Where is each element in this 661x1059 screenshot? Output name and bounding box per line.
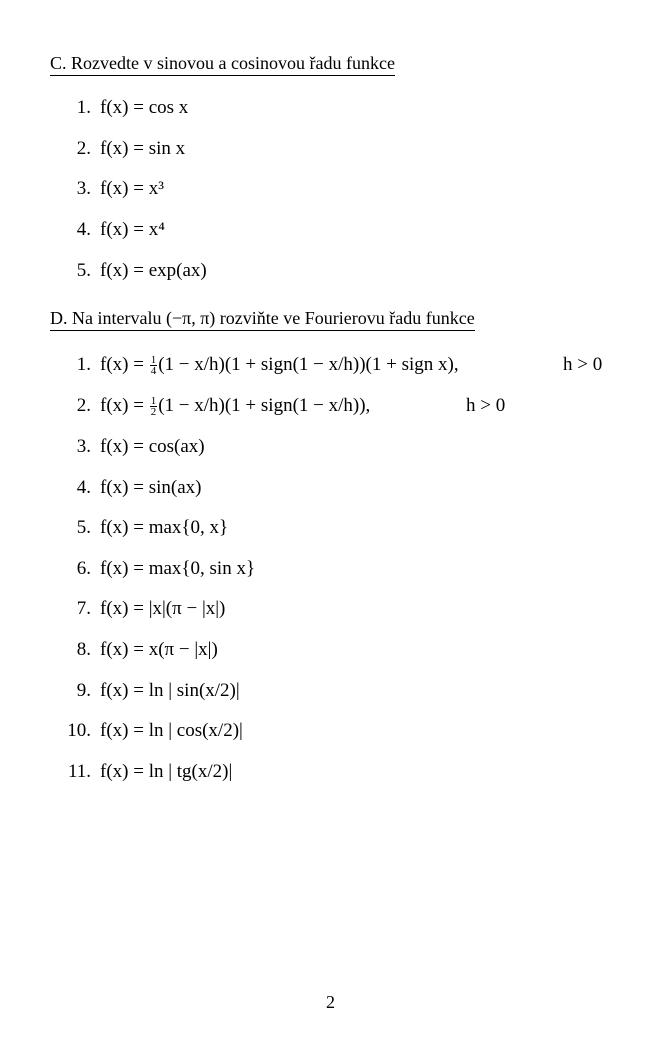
list-item xyxy=(0,96,661,120)
formula-prefix: f(x) = xyxy=(100,354,149,375)
list-item xyxy=(0,137,661,161)
list-item xyxy=(0,597,661,621)
fraction-numerator: 1 xyxy=(150,354,157,367)
list-item xyxy=(0,435,661,459)
item-formula: f(x) = sin(ax) xyxy=(100,477,202,498)
list-item xyxy=(0,353,661,377)
item-number: 4. xyxy=(76,219,91,240)
list-item xyxy=(0,476,661,500)
list-item xyxy=(0,638,661,662)
fraction xyxy=(150,396,158,417)
fraction-numerator: 1 xyxy=(150,395,157,408)
item-formula: f(x) = sin x xyxy=(100,138,186,159)
list-item xyxy=(0,557,661,581)
list-item xyxy=(0,177,661,201)
formula-suffix: (1 − x/h)(1 + sign(1 − x/h)), xyxy=(158,395,371,416)
item-formula: f(x) = ln | cos(x/2)| xyxy=(100,720,243,741)
formula-suffix: (1 − x/h)(1 + sign(1 − x/h))(1 + sign x), xyxy=(158,354,459,375)
item-formula: f(x) = ln | sin(x/2)| xyxy=(100,680,240,701)
item-formula: f(x) = cos x xyxy=(100,97,189,118)
item-number: 1. xyxy=(76,97,91,118)
item-formula: f(x) = x(π − |x|) xyxy=(100,639,218,660)
item-number: 11. xyxy=(67,761,91,782)
item-formula xyxy=(100,353,459,377)
item-condition: h > 0 xyxy=(466,395,506,416)
item-formula: f(x) = cos(ax) xyxy=(100,436,205,457)
item-number: 5. xyxy=(76,260,91,281)
item-condition: h > 0 xyxy=(563,354,603,375)
item-number: 9. xyxy=(76,680,91,701)
item-number: 2. xyxy=(76,395,91,416)
item-formula: f(x) = x⁴ xyxy=(100,219,165,240)
section-d-heading: D. Na intervalu (−π, π) rozviňte ve Fourierovu řadu funkce xyxy=(50,307,475,331)
list-item xyxy=(0,394,661,418)
item-number: 7. xyxy=(76,598,91,619)
fraction-denominator: 4 xyxy=(150,365,157,378)
list-item xyxy=(0,760,661,784)
item-number: 6. xyxy=(76,558,91,579)
item-number: 1. xyxy=(76,354,91,375)
item-formula: f(x) = ln | tg(x/2)| xyxy=(100,761,233,782)
item-formula: f(x) = exp(ax) xyxy=(100,260,207,281)
list-item xyxy=(0,679,661,703)
item-formula: f(x) = max{0, x} xyxy=(100,517,229,538)
item-number: 3. xyxy=(76,178,91,199)
fraction-denominator: 2 xyxy=(150,406,157,419)
section-c-heading: C. Rozvedte v sinovou a cosinovou řadu funkce xyxy=(50,52,395,76)
item-formula: f(x) = x³ xyxy=(100,178,164,199)
list-item xyxy=(0,259,661,283)
page-number: 2 xyxy=(326,992,335,1012)
item-formula: f(x) = max{0, sin x} xyxy=(100,558,256,579)
item-formula: f(x) = |x|(π − |x|) xyxy=(100,598,226,619)
item-number: 10. xyxy=(67,720,91,741)
item-number: 4. xyxy=(76,477,91,498)
item-number: 8. xyxy=(76,639,91,660)
fraction xyxy=(150,355,158,376)
item-number: 2. xyxy=(76,138,91,159)
list-item xyxy=(0,516,661,540)
item-formula xyxy=(100,394,370,418)
list-item xyxy=(0,218,661,242)
list-item xyxy=(0,719,661,743)
item-number: 5. xyxy=(76,517,91,538)
formula-prefix: f(x) = xyxy=(100,395,149,416)
item-number: 3. xyxy=(76,436,91,457)
